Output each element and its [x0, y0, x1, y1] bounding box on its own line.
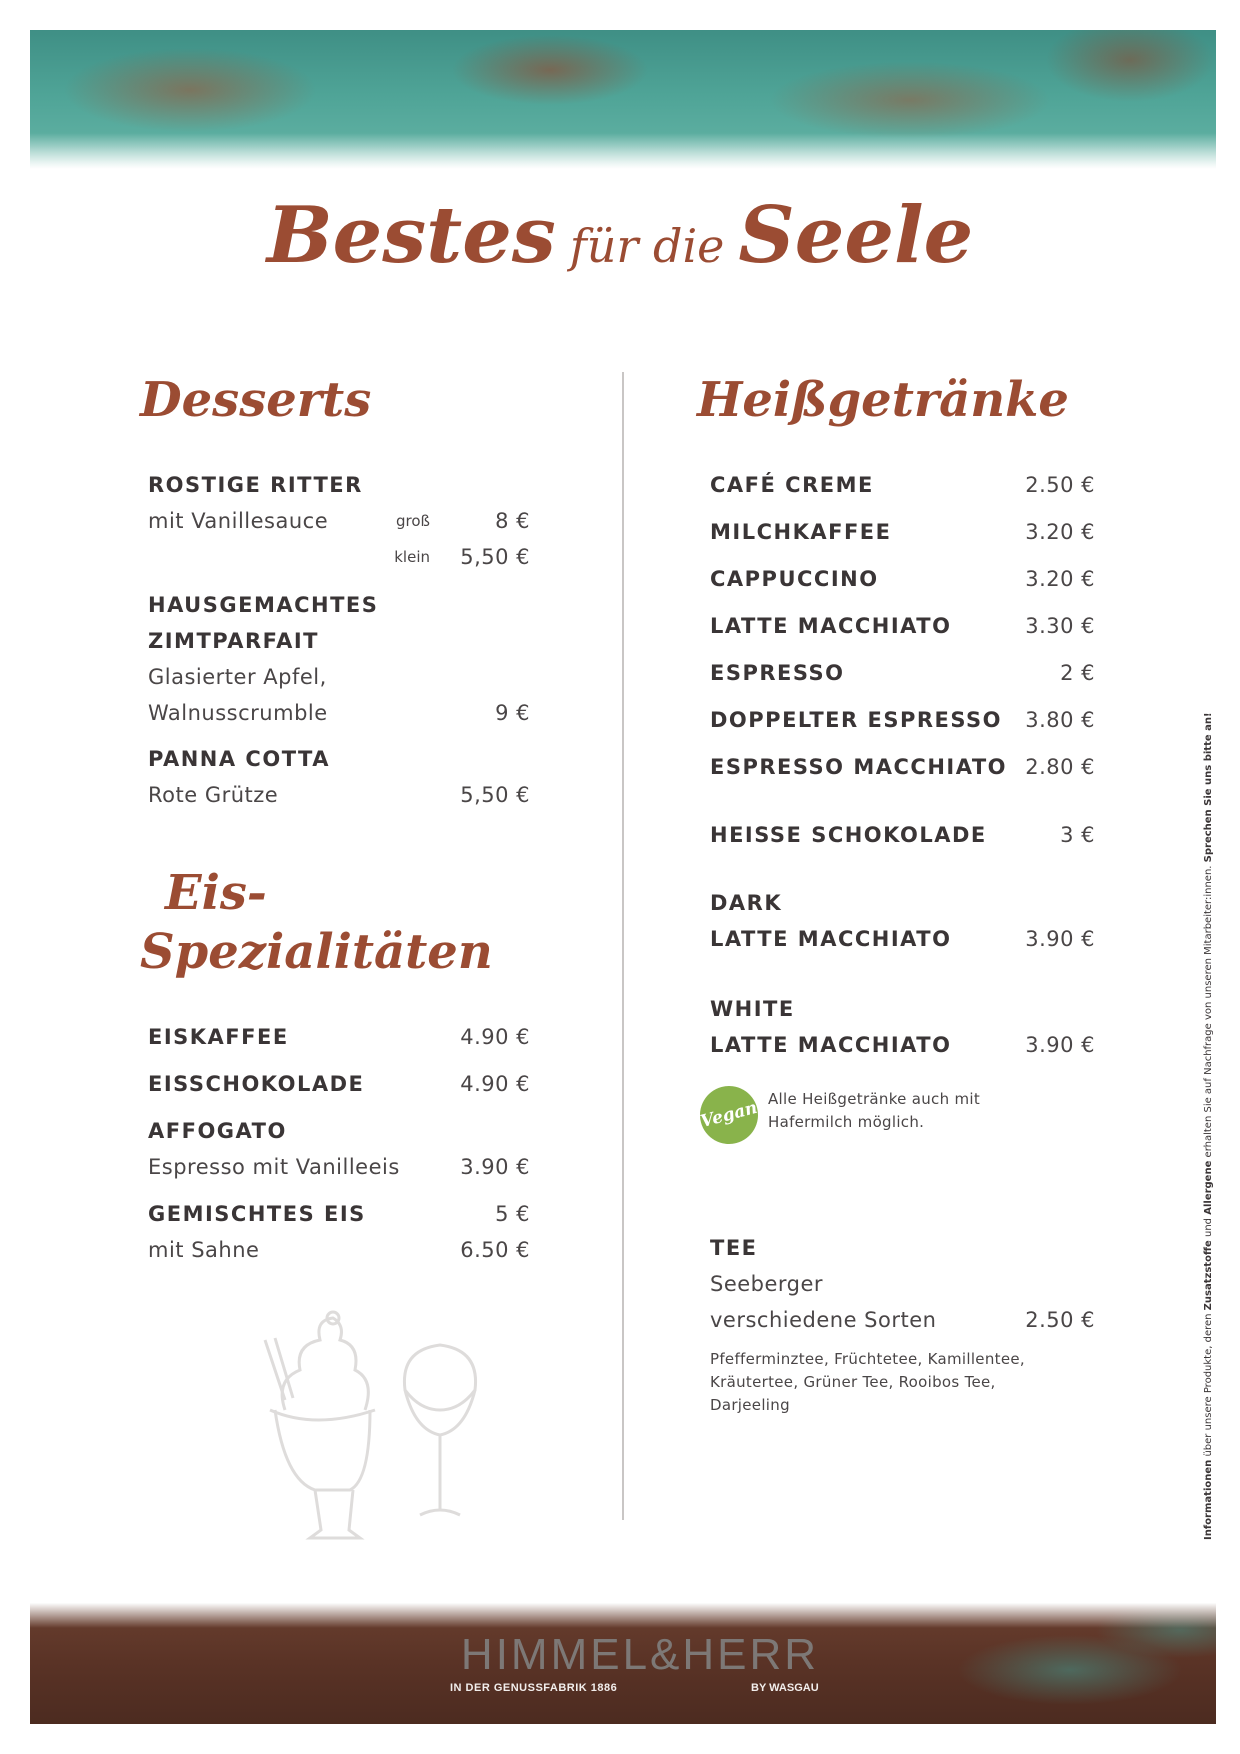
- item-price: 5,50 €: [460, 783, 530, 807]
- page-title: [0, 190, 1240, 281]
- side-note-text: über unsere Produkte, deren: [1203, 1310, 1214, 1460]
- brand-logo: [30, 1600, 1216, 1724]
- hot-drinks-list: [710, 467, 1095, 1063]
- item-name: WHITE: [710, 997, 795, 1021]
- side-note-bold: Informationen: [1203, 1459, 1214, 1540]
- item-desc: Walnusscrumble: [148, 701, 328, 725]
- vegan-note-line: Alle Heißgetränke auch mit: [768, 1090, 981, 1108]
- tea-varieties-line: Pfefferminztee, Früchtetee, Kamillentee,: [710, 1350, 1025, 1368]
- logo-by-line: BY WASGAU: [751, 1682, 819, 1694]
- title-fuer-die: für die: [569, 219, 725, 273]
- side-note-bold: Zusatzstoffe: [1203, 1240, 1214, 1311]
- desserts-heading: Desserts: [140, 372, 372, 428]
- item-price: 3.30 €: [1025, 614, 1095, 638]
- vegan-badge-icon: Vegan: [693, 1079, 764, 1150]
- item-name: ESPRESSO: [710, 661, 845, 685]
- hot-drinks-heading: Heißgetränke: [697, 372, 1069, 428]
- item-name: ROSTIGE RITTER: [148, 473, 363, 497]
- item-name: LATTE MACCHIATO: [710, 614, 952, 638]
- item-price: 6.50 €: [460, 1238, 530, 1262]
- column-divider: [622, 372, 624, 1520]
- item-price: 3.20 €: [1025, 520, 1095, 544]
- item-name: MILCHKAFFEE: [710, 520, 892, 544]
- side-note-bold: Sprechen Sie uns bitte an!: [1203, 712, 1214, 863]
- title-bestes: Bestes: [266, 190, 556, 281]
- item-name: CAPPUCCINO: [710, 567, 879, 591]
- item-name: AFFOGATO: [148, 1119, 287, 1143]
- tea-varieties: [710, 1348, 1070, 1417]
- eis-heading-line2: Spezialitäten: [140, 924, 493, 980]
- item-price: 8 €: [495, 509, 530, 533]
- top-paint-banner: [30, 30, 1216, 175]
- item-price: 3.90 €: [1025, 1033, 1095, 1057]
- item-price: 5 €: [495, 1202, 530, 1226]
- bottom-paint-banner: [30, 1600, 1216, 1724]
- item-price: 5,50 €: [460, 545, 530, 569]
- item-price: 4.90 €: [460, 1072, 530, 1096]
- item-name: DARK: [710, 891, 783, 915]
- item-price: 3.80 €: [1025, 708, 1095, 732]
- side-note-bold: Allergene: [1203, 1160, 1214, 1215]
- item-name: ZIMTPARFAIT: [148, 629, 319, 653]
- size-label: groß: [396, 512, 430, 530]
- item-name: EISSCHOKOLADE: [148, 1072, 365, 1096]
- item-name: HEISSE SCHOKOLADE: [710, 823, 987, 847]
- ice-cream-illustration-icon: [255, 1310, 515, 1550]
- item-price: 2.50 €: [1025, 1308, 1095, 1332]
- side-note-text: erhalten Sie auf Nachfrage von unseren Mitarbeiter:innen.: [1203, 862, 1214, 1161]
- item-price: 2.80 €: [1025, 755, 1095, 779]
- side-note-text: und: [1203, 1214, 1214, 1241]
- item-desc: mit Vanillesauce: [148, 509, 329, 533]
- size-label: klein: [394, 548, 430, 566]
- item-price: 3 €: [1060, 823, 1095, 847]
- item-price: 9 €: [495, 701, 530, 725]
- item-desc: Seeberger: [710, 1272, 824, 1296]
- item-name: EISKAFFEE: [148, 1025, 289, 1049]
- desserts-list: [148, 467, 530, 813]
- item-desc: verschiedene Sorten: [710, 1308, 937, 1332]
- item-price: 4.90 €: [460, 1025, 530, 1049]
- item-name: PANNA COTTA: [148, 747, 330, 771]
- item-name: CAFÉ CREME: [710, 473, 874, 497]
- item-price: 3.90 €: [1025, 927, 1095, 951]
- tea-varieties-line: Kräutertee, Grüner Tee, Rooibos Tee,: [710, 1373, 996, 1391]
- item-name: LATTE MACCHIATO: [710, 927, 952, 951]
- logo-subtitle: IN DER GENUSSFABRIK 1886: [450, 1682, 618, 1694]
- item-name: LATTE MACCHIATO: [710, 1033, 952, 1057]
- item-desc: Rote Grütze: [148, 783, 279, 807]
- item-name: GEMISCHTES EIS: [148, 1202, 366, 1226]
- item-price: 3.90 €: [460, 1155, 530, 1179]
- item-price: 2.50 €: [1025, 473, 1095, 497]
- item-desc: mit Sahne: [148, 1238, 260, 1262]
- item-price: 2 €: [1060, 661, 1095, 685]
- item-desc: Glasierter Apfel,: [148, 665, 327, 689]
- item-desc: Espresso mit Vanilleeis: [148, 1155, 400, 1179]
- item-name: DOPPELTER ESPRESSO: [710, 708, 1003, 732]
- allergen-side-note: [1203, 560, 1214, 1540]
- title-seele: Seele: [738, 190, 974, 281]
- vegan-note: [768, 1088, 980, 1134]
- tea-item: [710, 1230, 1095, 1338]
- vegan-note-line: Hafermilch möglich.: [768, 1113, 925, 1131]
- item-name: ESPRESSO MACCHIATO: [710, 755, 1008, 779]
- logo-wordmark: HIMMEL&HERR: [460, 1630, 820, 1679]
- tea-varieties-line: Darjeeling: [710, 1396, 790, 1414]
- item-price: 3.20 €: [1025, 567, 1095, 591]
- item-name: TEE: [710, 1236, 758, 1260]
- eis-list: [148, 1019, 530, 1268]
- eis-heading-line1: Eis-: [165, 865, 267, 921]
- item-name: HAUSGEMACHTES: [148, 593, 379, 617]
